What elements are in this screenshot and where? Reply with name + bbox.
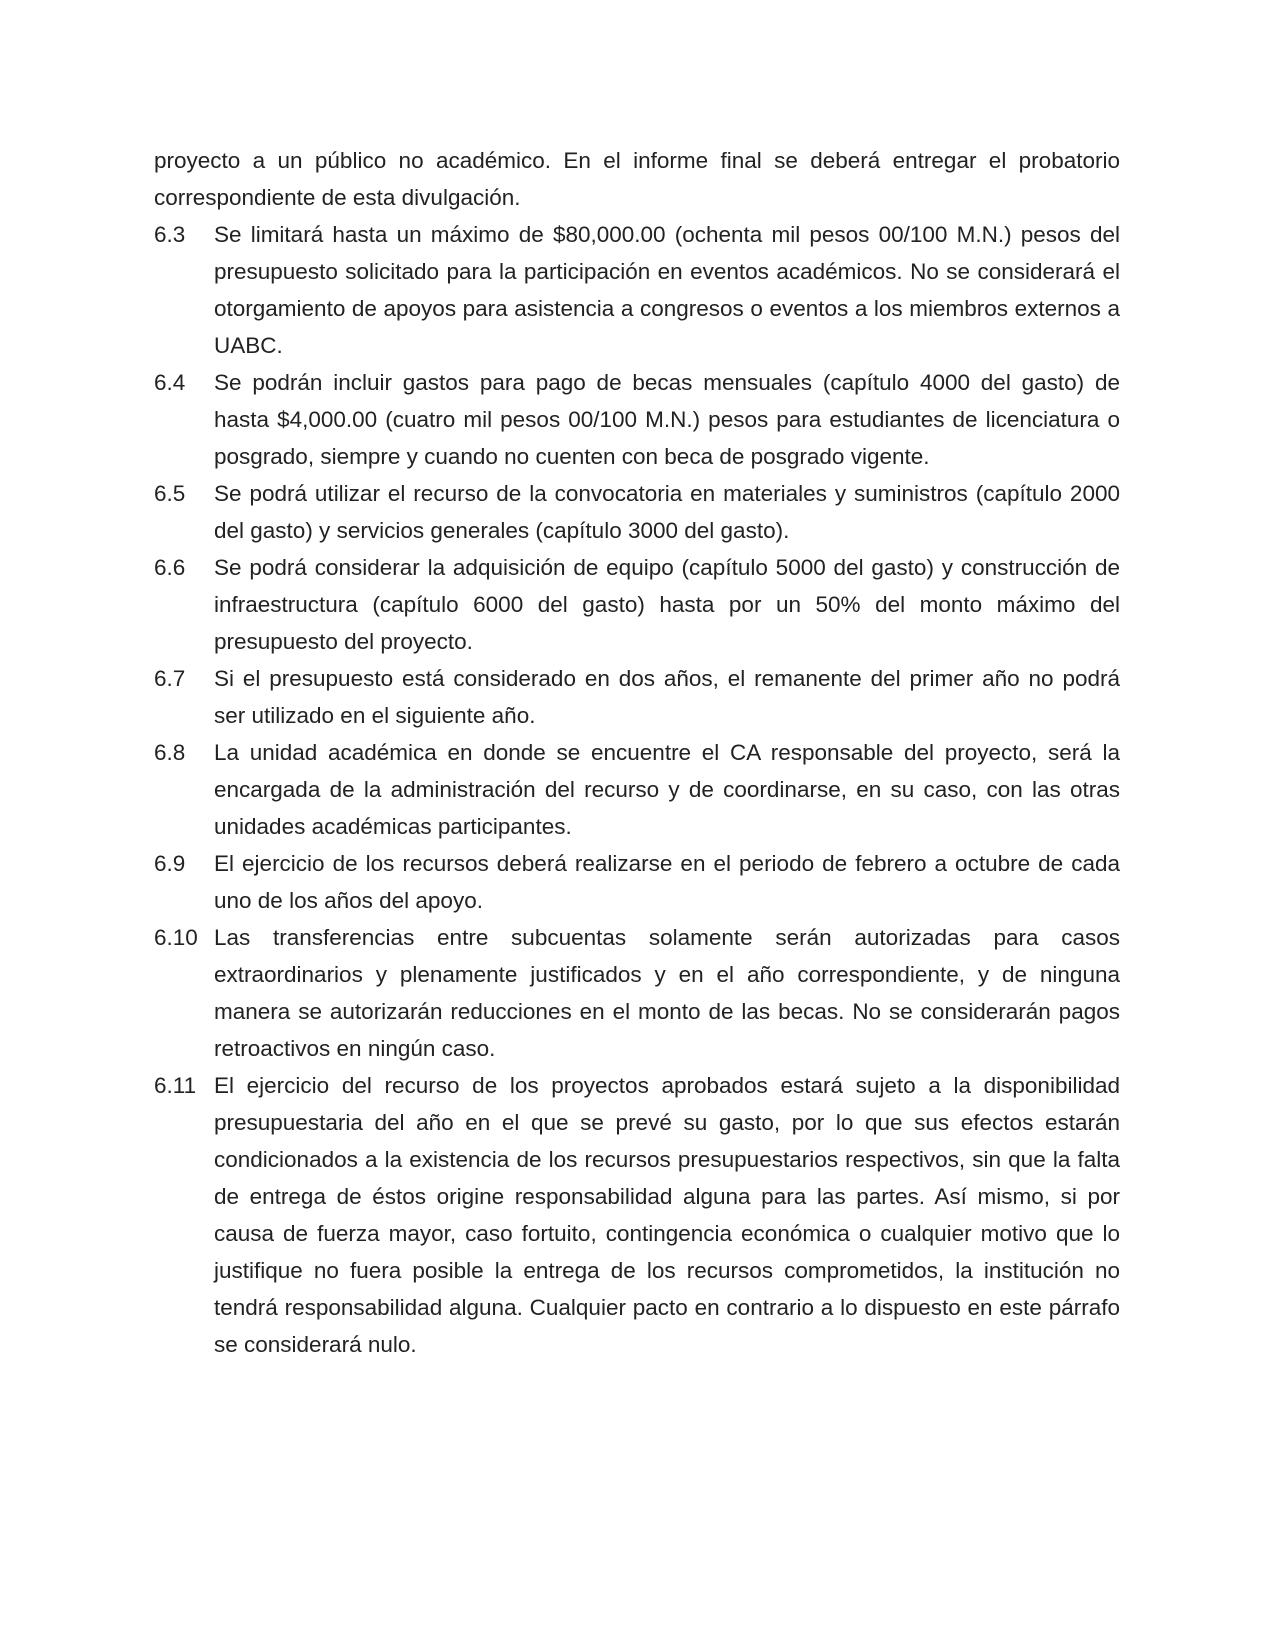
- item-number: 6.8: [154, 740, 186, 765]
- item-text: Se podrá utilizar el recurso de la convocatoria en materiales y suministros (capítulo 2000 del gasto) y servicios generales (capítulo 3000 del gasto).: [214, 481, 1120, 543]
- list-item-6-10: [154, 919, 1120, 1067]
- item-text: Se podrán incluir gastos para pago de becas mensuales (capítulo 4000 del gasto) de hasta $4,000.00 (cuatro mil pesos 00/100 M.N.) pesos para estudiantes de licenciatura o posgrado, siempre y cuando no cuenten con beca de posgrado vigente.: [214, 370, 1120, 469]
- item-number: 6.4: [154, 370, 186, 395]
- list-item-6-6: [154, 549, 1120, 660]
- list-item-6-7: [154, 660, 1120, 734]
- item-text: El ejercicio de los recursos deberá realizarse en el periodo de febrero a octubre de cada uno de los años del apoyo.: [214, 851, 1120, 913]
- item-number: 6.6: [154, 555, 186, 580]
- list-item-6-4: [154, 364, 1120, 475]
- item-number: 6.7: [154, 666, 186, 691]
- list-item-6-11: [154, 1067, 1120, 1363]
- item-number: 6.9: [154, 851, 186, 876]
- document-body: [154, 142, 1120, 1363]
- list-item-6-8: [154, 734, 1120, 845]
- item-number: 6.10: [154, 925, 198, 950]
- item-number: 6.5: [154, 481, 186, 506]
- item-text: Se podrá considerar la adquisición de equipo (capítulo 5000 del gasto) y construcción de infraestructura (capítulo 6000 del gasto) hasta por un 50% del monto máximo del presupuesto del proyecto.: [214, 555, 1120, 654]
- list-item-6-5: [154, 475, 1120, 549]
- item-text: Se limitará hasta un máximo de $80,000.00 (ochenta mil pesos 00/100 M.N.) pesos del presupuesto solicitado para la participación en eventos académicos. No se considerará el otorgamiento de apoyos para asistencia a congresos o eventos a los miembros externos a UABC.: [214, 222, 1120, 358]
- item-text: El ejercicio del recurso de los proyectos aprobados estará sujeto a la disponibilidad presupuestaria del año en el que se prevé su gasto, por lo que sus efectos estarán condicionados a la existencia de los recursos presupuestarios respectivos, sin que la falta de entrega de éstos origine responsabilidad alguna para las partes. Así mismo, si por causa de fuerza mayor, caso fortuito, contingencia económica o cualquier motivo que lo justifique no fuera posible la entrega de los recursos comprometidos, la institución no tendrá responsabilidad alguna. Cualquier pacto en contrario a lo dispuesto en este párrafo se considerará nulo.: [214, 1073, 1120, 1357]
- item-number: 6.11: [154, 1073, 197, 1098]
- item-text: La unidad académica en donde se encuentre el CA responsable del proyecto, será la encargada de la administración del recurso y de coordinarse, en su caso, con las otras unidades académicas participantes.: [214, 740, 1120, 839]
- item-number: 6.3: [154, 222, 186, 247]
- item-text: Si el presupuesto está considerado en dos años, el remanente del primer año no podrá ser utilizado en el siguiente año.: [214, 666, 1120, 728]
- list-item-6-3: [154, 216, 1120, 364]
- list-item-6-9: [154, 845, 1120, 919]
- continuation-paragraph: proyecto a un público no académico. En el informe final se deberá entregar el probatorio correspondiente de esta divulgación.: [154, 148, 1120, 210]
- item-text: Las transferencias entre subcuentas solamente serán autorizadas para casos extraordinarios y plenamente justificados y en el año correspondiente, y de ninguna manera se autorizarán reducciones en el monto de las becas. No se considerarán pagos retroactivos en ningún caso.: [214, 925, 1120, 1061]
